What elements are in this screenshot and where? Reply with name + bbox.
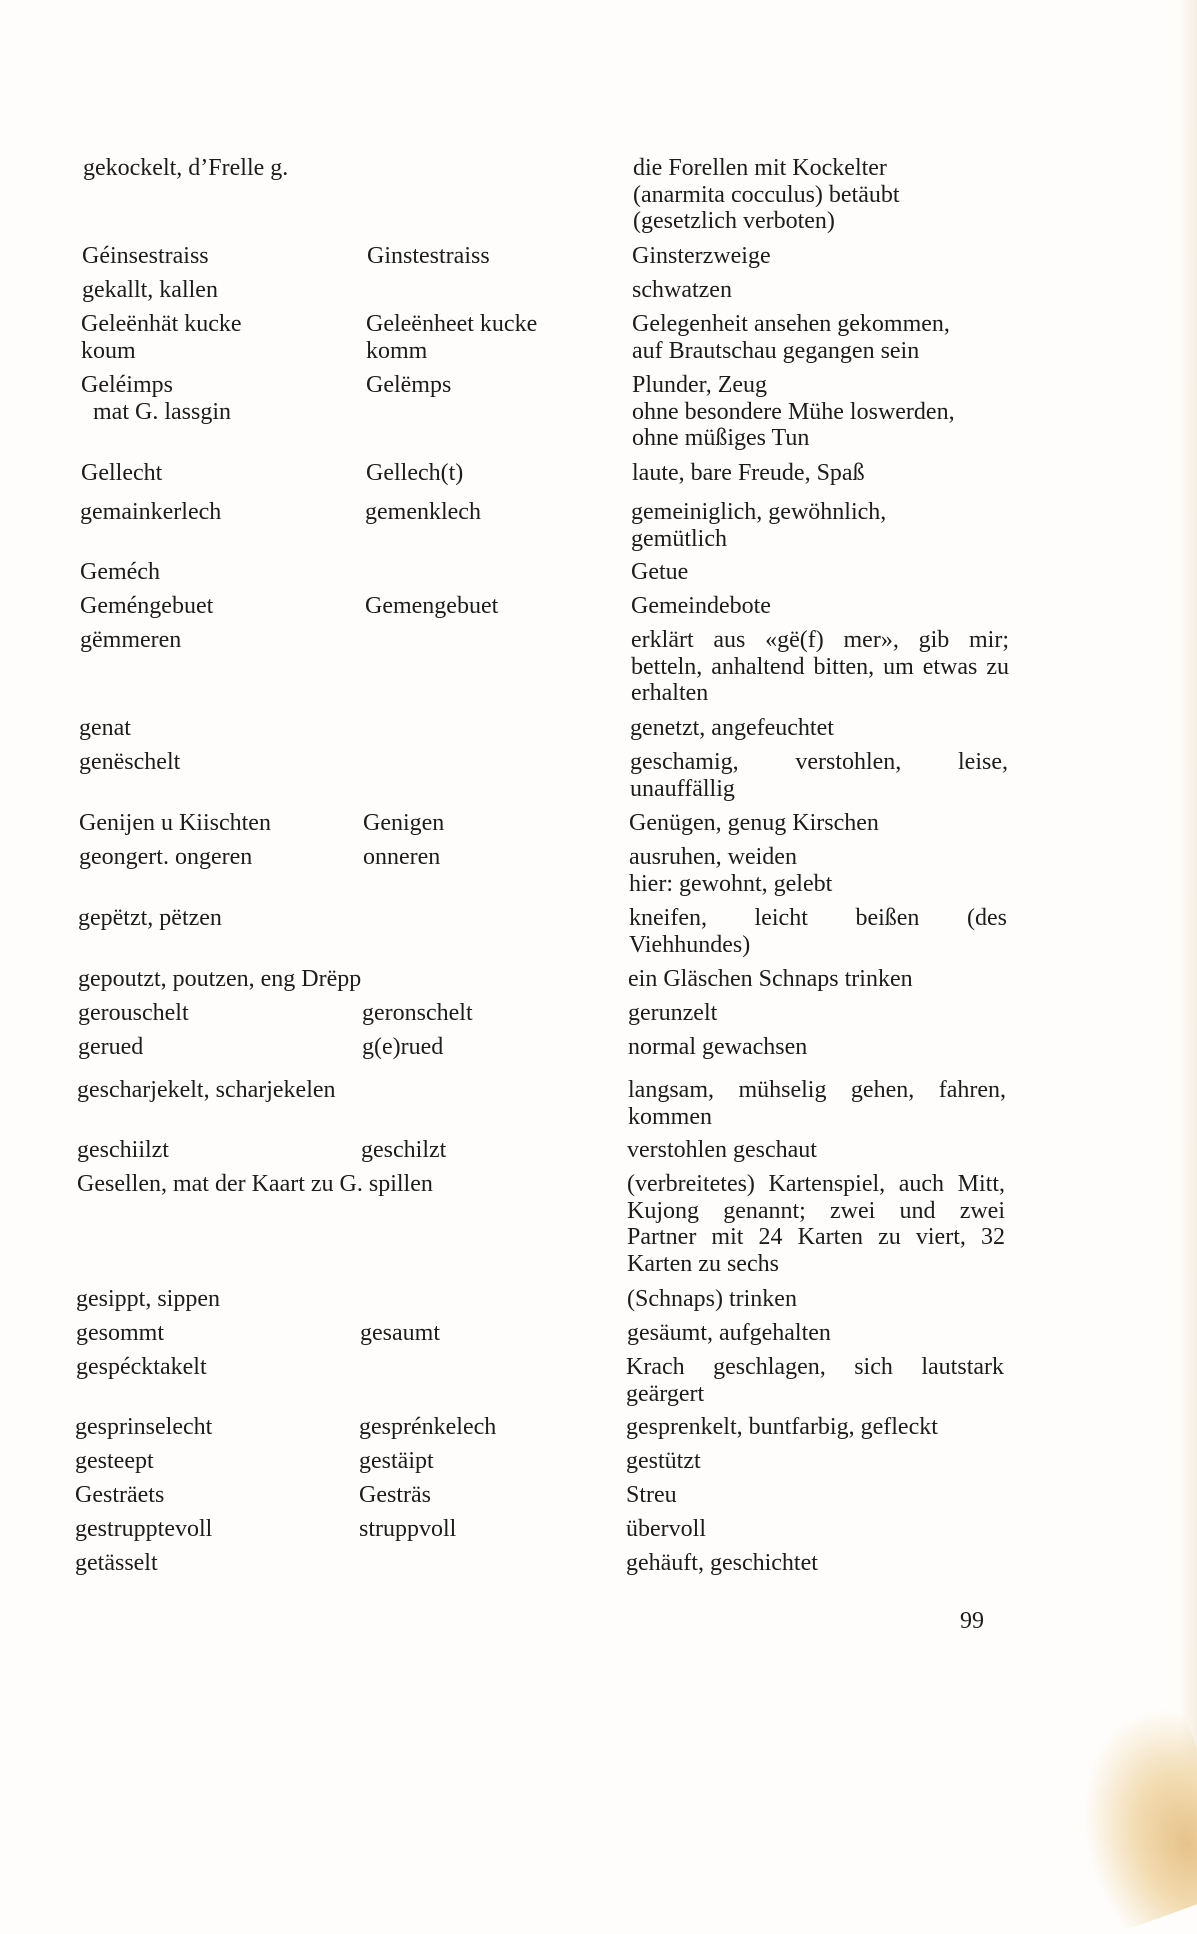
entry-meaning: gehäuft, geschichtet <box>626 1550 818 1576</box>
entry-meaning: gerunzelt <box>628 1000 718 1026</box>
entry-headword: gepëtzt, pëtzen <box>78 905 222 931</box>
entry-meaning: Getue <box>631 559 689 585</box>
entry-headword: geongert. ongeren <box>79 844 253 870</box>
entry-headword: gescharjekelt, scharjekelen <box>77 1077 336 1103</box>
entry-variant: struppvoll <box>359 1516 457 1542</box>
entry-variant: onneren <box>363 844 441 870</box>
entry-variant: geschilzt <box>361 1137 447 1163</box>
entry-meaning: Ginsterzweige <box>632 243 771 269</box>
entry-headword: gerouschelt <box>78 1000 189 1026</box>
entry-headword: Geméngebuet <box>80 593 214 619</box>
entry-headword: Geleënhät kucke koum <box>81 311 242 364</box>
entry-headword: gëmmeren <box>80 627 182 653</box>
entry-headword: Gesträets <box>75 1482 165 1508</box>
entry-meaning: Genügen, genug Kirschen <box>629 810 879 836</box>
entry-variant: Genigen <box>363 810 445 836</box>
entry-meaning: gesprenkelt, buntfarbig, gefleckt <box>626 1414 938 1440</box>
entry-headword: Gellecht <box>81 460 163 486</box>
entry-meaning: (Schnaps) trinken <box>627 1286 797 1312</box>
entry-variant: Gellech(t) <box>366 460 464 486</box>
entry-meaning: schwatzen <box>632 277 732 303</box>
entry-headword: gesprinselecht <box>75 1414 213 1440</box>
entry-meaning: Gelegenheit ansehen gekommen, auf Brautschau gegangen sein <box>632 311 950 364</box>
entry-variant: gesaumt <box>360 1320 440 1346</box>
entry-headword: gerued <box>78 1034 144 1060</box>
entry-meaning: (verbreitetes) Kartenspiel, auch Mitt, Kujong genannt; zwei und zwei Partner mit 24 Karten zu viert, 32 Karten zu sechs <box>627 1171 1005 1277</box>
entry-variant: gestäipt <box>359 1448 434 1474</box>
entry-headword: genëschelt <box>79 749 181 775</box>
entry-headword: gesteept <box>75 1448 154 1474</box>
entry-variant: Ginstestraiss <box>367 243 490 269</box>
entry-meaning: die Forellen mit Kockelter (anarmita cocculus) betäubt (gesetzlich verboten) <box>633 155 900 234</box>
entry-variant: geronschelt <box>362 1000 473 1026</box>
entry-meaning: kneifen, leicht beißen (des Viehhundes) <box>629 905 1007 958</box>
entry-headword: getässelt <box>75 1550 158 1576</box>
entry-meaning: Gemeindebote <box>631 593 771 619</box>
entry-variant: Geleënheet kucke komm <box>366 311 538 364</box>
entry-meaning: langsam, mühselig gehen, fahren, kommen <box>628 1077 1006 1130</box>
entry-headword: Gesellen, mat der Kaart zu G. spillen <box>77 1171 433 1197</box>
entry-headword: Geléimps mat G. lassgin <box>81 372 231 425</box>
entry-headword: gestrupptevoll <box>75 1516 213 1542</box>
entry-meaning: gemeiniglich, gewöhnlich, gemütlich <box>631 499 887 552</box>
entry-meaning: gesäumt, aufgehalten <box>627 1320 831 1346</box>
entry-headword: geschiilzt <box>77 1137 169 1163</box>
page-number: 99 <box>960 1608 984 1634</box>
entry-meaning: normal gewachsen <box>628 1034 808 1060</box>
entry-meaning: Plunder, Zeug ohne besondere Mühe loswerden, ohne müßiges Tun <box>632 372 955 451</box>
entry-meaning: verstohlen geschaut <box>627 1137 817 1163</box>
entry-headword: gekockelt, d’Frelle g. <box>83 155 289 181</box>
entry-meaning: gestützt <box>626 1448 701 1474</box>
entry-headword: gesippt, sippen <box>76 1286 220 1312</box>
entry-headword: gepoutzt, poutzen, eng Drëpp <box>78 966 362 992</box>
entry-variant: gesprénkelech <box>359 1414 497 1440</box>
paper-stain <box>1047 1698 1197 1934</box>
entry-meaning: geschamig, verstohlen, leise, unauffällig <box>630 749 1008 802</box>
entry-variant: gemenklech <box>365 499 481 525</box>
entry-meaning: übervoll <box>626 1516 706 1542</box>
entry-variant: Gelëmps <box>366 372 452 398</box>
entry-meaning: Streu <box>626 1482 677 1508</box>
entry-variant: Gesträs <box>359 1482 431 1508</box>
entry-meaning: laute, bare Freude, Spaß <box>632 460 865 486</box>
page-edge-shadow <box>1179 0 1197 1886</box>
entry-headword: Geméch <box>80 559 160 585</box>
entry-meaning: erklärt aus «gë(f) mer», gib mir; betteln, anhaltend bitten, um etwas zu erhalten <box>631 627 1009 706</box>
entry-headword: Genijen u Kiischten <box>79 810 271 836</box>
entry-variant: g(e)rued <box>362 1034 444 1060</box>
entry-headword: gekallt, kallen <box>82 277 218 303</box>
entry-meaning: ein Gläschen Schnaps trinken <box>628 966 913 992</box>
entry-meaning: genetzt, angefeuchtet <box>630 715 834 741</box>
entry-headword: gespécktakelt <box>76 1354 207 1380</box>
entry-meaning: ausruhen, weiden hier: gewohnt, gelebt <box>629 844 833 897</box>
entry-variant: Gemengebuet <box>365 593 499 619</box>
entry-headword: Géinsestraiss <box>82 243 209 269</box>
entry-meaning: Krach geschlagen, sich lautstark geärgert <box>626 1354 1004 1407</box>
entry-headword: genat <box>79 715 131 741</box>
entry-headword: gesommt <box>76 1320 164 1346</box>
entry-headword: gemainkerlech <box>80 499 222 525</box>
